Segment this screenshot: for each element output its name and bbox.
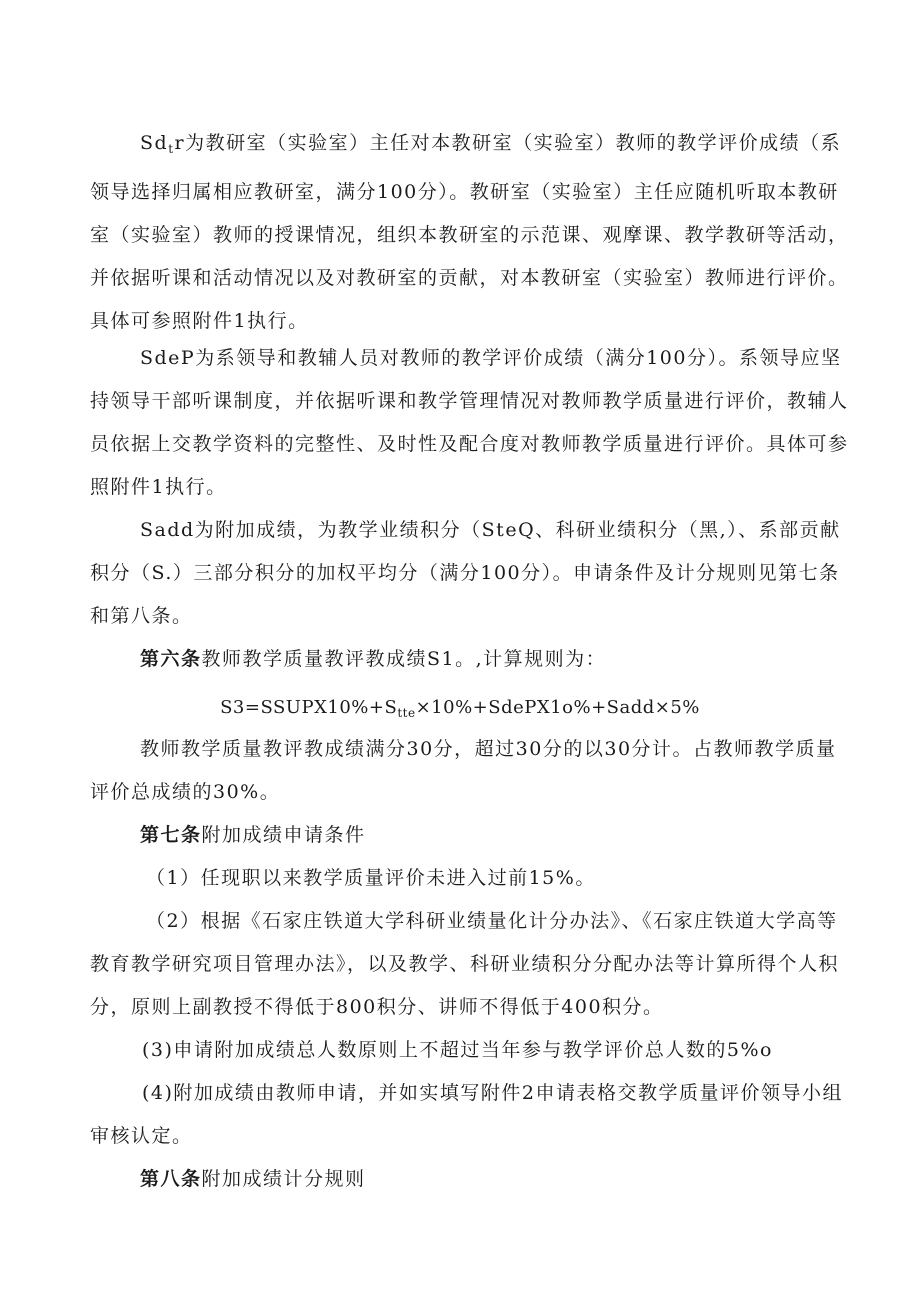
article-8 bbox=[90, 1158, 850, 1201]
para1-subscript: t bbox=[168, 142, 175, 156]
article-6-text: 教师教学质量教评教成绩S1。,计算规则为： bbox=[201, 648, 607, 670]
formula-subscript: tte bbox=[397, 706, 416, 720]
article-7 bbox=[90, 814, 850, 857]
article-6 bbox=[90, 638, 850, 681]
paragraph-sdep: SdeP为系领导和教辅人员对教师的教学评价成绩（满分100分）。系领导应坚持领导干部听课制度，并依据听课和教学管理情况对教师教学质量进行评价，教辅人员依据上交教学资料的完整性、及时性及配合度对教师教学质量进行评价。具体可参照附件1执行。 bbox=[90, 347, 849, 498]
paragraph-sadd: Sadd为附加成绩，为教学业绩积分（SteQ、科研业绩积分（黑,）、系部贡献积分（S.）三部分积分的加权平均分（满分100分）。申请条件及计分规则见第七条和第八条。 bbox=[90, 519, 841, 627]
article-6-heading: 第六条 bbox=[140, 648, 202, 670]
paragraph-score-cap: 教师教学质量教评教成绩满分30分，超过30分的以30分计。占教师教学质量评价总成绩的30%。 bbox=[90, 738, 837, 803]
article-7-heading: 第七条 bbox=[140, 824, 202, 846]
article-8-text: 附加成绩计分规则 bbox=[201, 1168, 366, 1190]
para1-text: r为教研室（实验室）主任对本教研室（实验室）教师的教学评价成绩（系领导选择归属相应教研室，满分100分）。教研室（实验室）主任应随机听取本教研室（实验室）教师的授课情况，组织本教研室的示范课、观摩课、教学教研等活动，并依据听课和活动情况以及对教研室的贡献，对本教研室（实验室）教师进行评价。具体可参照附件1执行。 bbox=[90, 132, 849, 332]
paragraph-sdtr bbox=[90, 122, 850, 343]
article-7-text: 附加成绩申请条件 bbox=[201, 824, 366, 846]
condition-item-4: (4)附加成绩由教师申请，并如实填写附件2申请表格交教学质量评价领导小组审核认定。 bbox=[90, 1082, 844, 1147]
article-8-heading: 第八条 bbox=[140, 1168, 202, 1190]
condition-item-3: (3)申请附加成绩总人数原则上不超过当年参与教学评价总人数的5%o bbox=[142, 1039, 773, 1061]
condition-item-1: （1）任现职以来教学质量评价未进入过前15%。 bbox=[146, 867, 596, 889]
formula-prefix: S3=SSUPX10%+S bbox=[220, 697, 398, 718]
formula-suffix: ×10%+SdePX1o%+Sadd×5% bbox=[415, 697, 700, 718]
condition-item-2: （2）根据《石家庄铁道大学科研业绩量化计分办法》、《石家庄铁道大学高等教育教学研究项目管理办法》，以及教学、科研业绩积分分配办法等计算所得个人积分，原则上副教授不得低于800积分、讲师不得低于400积分。 bbox=[90, 910, 840, 1018]
formula bbox=[0, 690, 920, 731]
para1-prefix: Sd bbox=[140, 132, 169, 154]
